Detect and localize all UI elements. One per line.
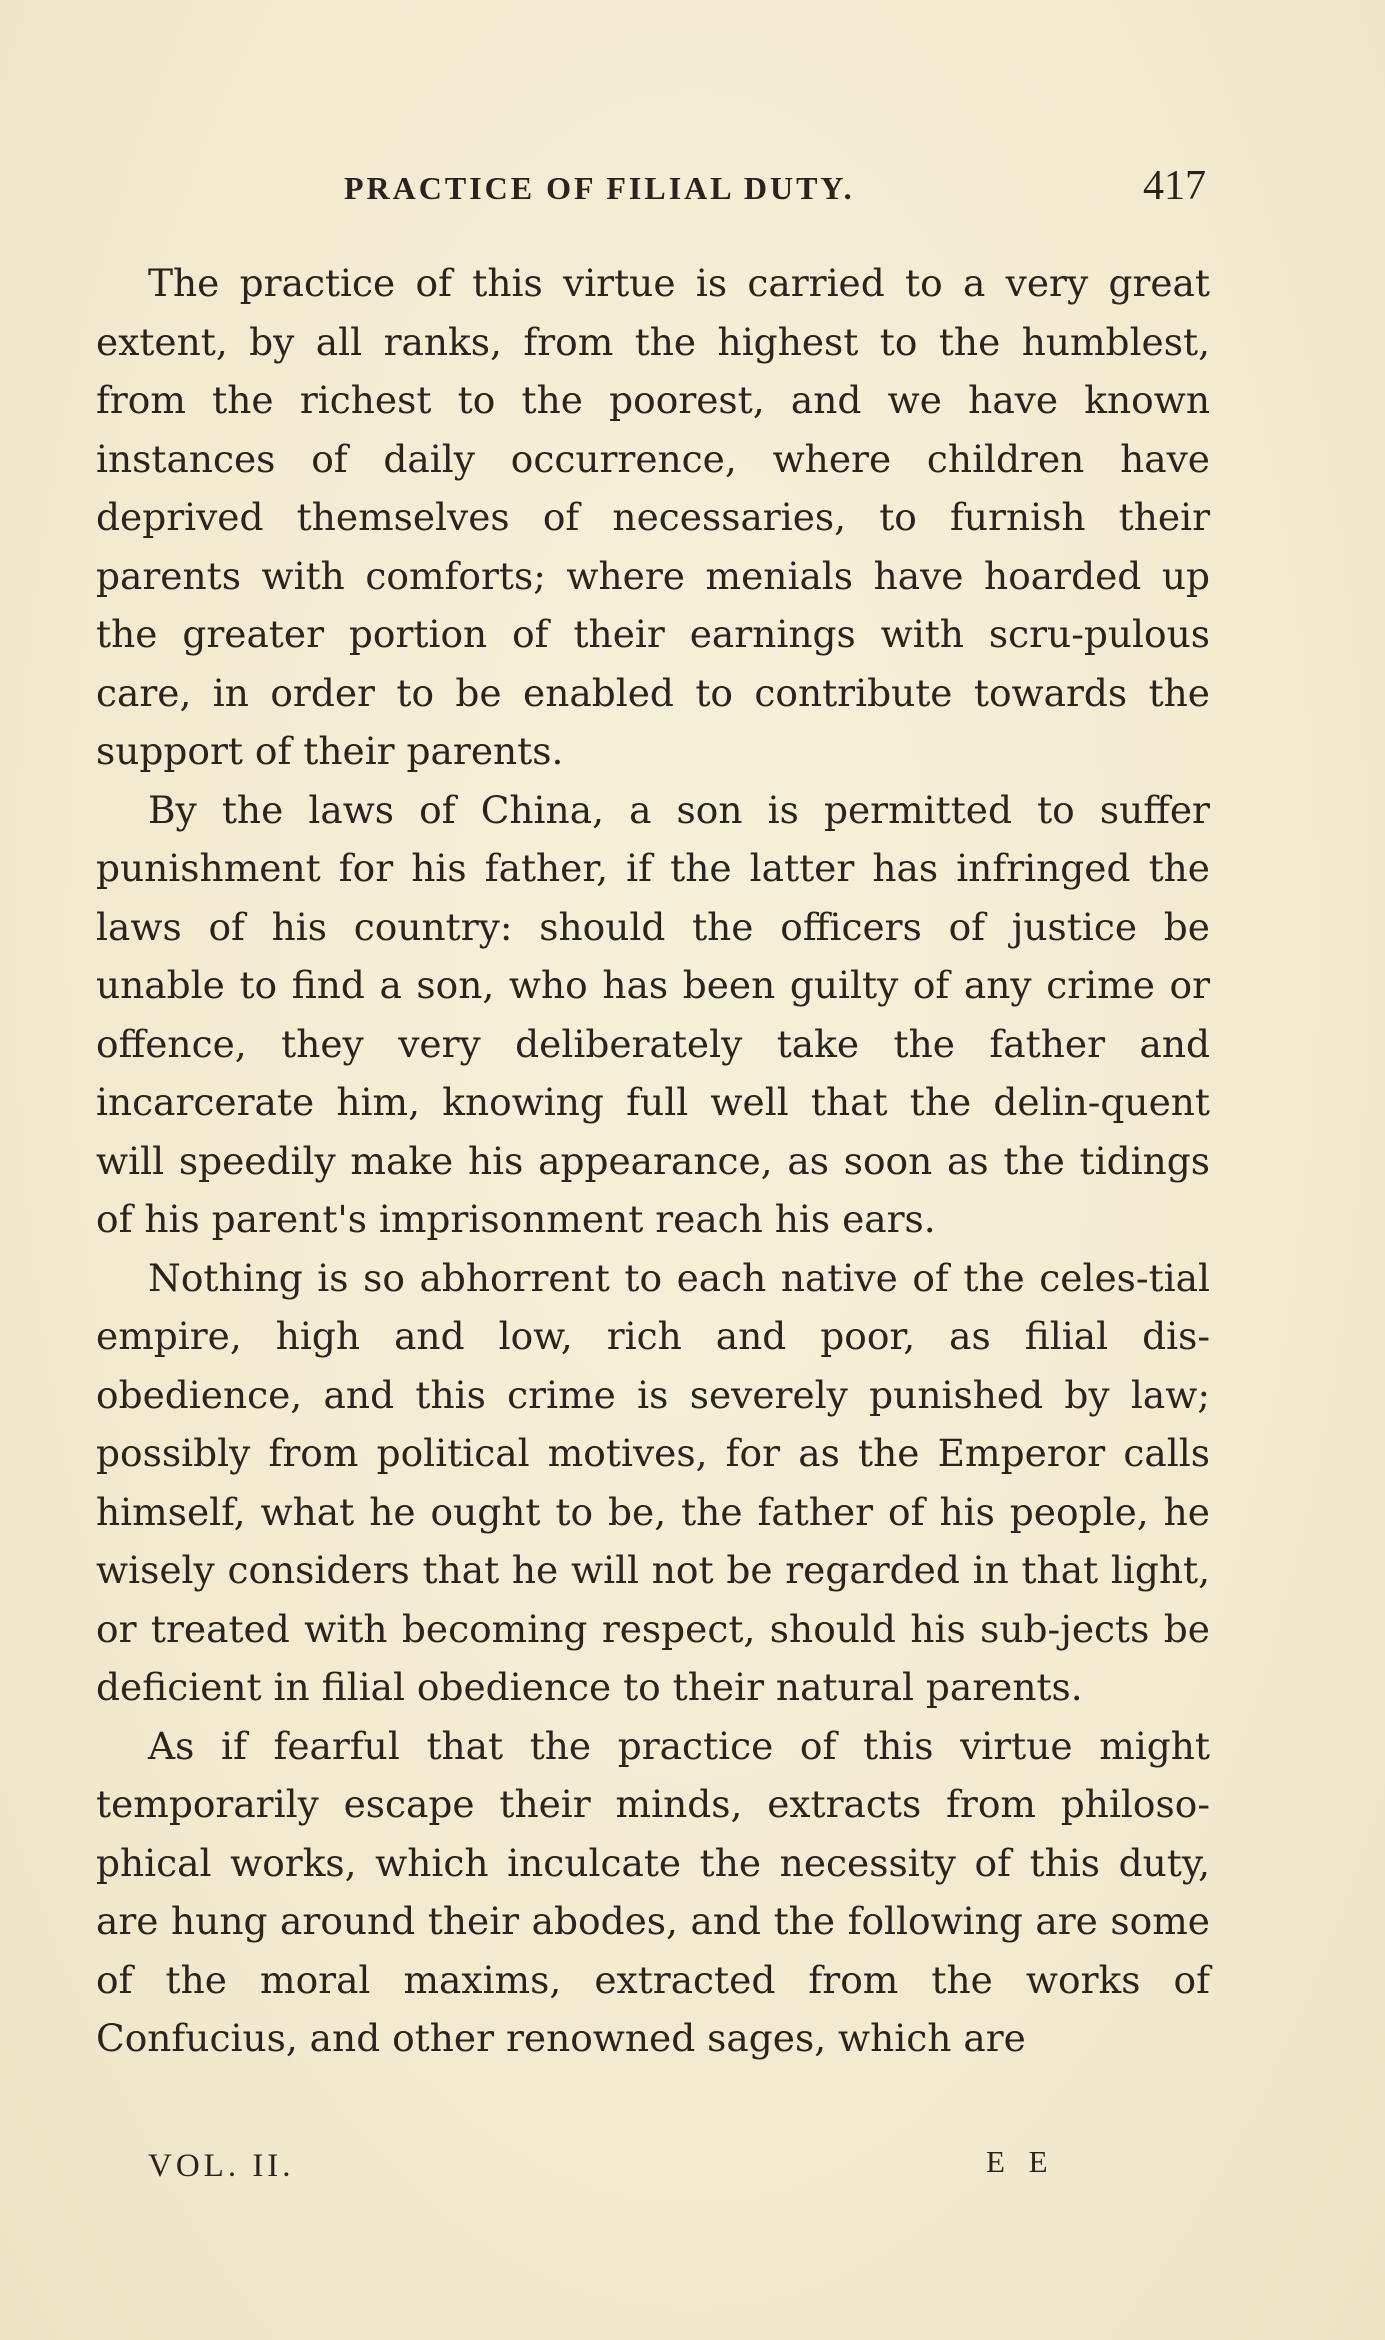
signature-mark: E E	[986, 2144, 1056, 2179]
paragraph-4: As if fearful that the practice of this virtue might temporarily escape their minds, extracts from philoso-phical works, which inculcate the necessity of this duty, are hung around their abodes, and the following are some of the moral maxims, extracted from the works of Confucius, and other renowned sages, which are	[96, 1723, 1210, 2060]
paragraph-1: The practice of this virtue is carried to a very great extent, by all ranks, from the highest to the humblest, from the richest to the poorest, and we have known instances of daily occurrence, where children have deprived themselves of necessaries, to furnish their parents with comforts; where menials have hoarded up the greater portion of their earnings with scru-pulous care, in order to be enabled to contribute towards the support of their parents.	[96, 261, 1210, 773]
page-number: 417	[1143, 163, 1206, 209]
paragraph-3: Nothing is so abhorrent to each native of the celes-tial empire, high and low, rich and poor, as filial dis-obedience, and this crime is severely punished by law; possibly from political motives, for as the Emperor calls himself, what he ought to be, the father of his people, he wisely considers that he will not be regarded in that light, or treated with becoming respect, should his sub-jects be deficient in filial obedience to their natural parents.	[96, 1255, 1210, 1709]
body-text	[96, 254, 1210, 2068]
running-head	[96, 162, 1206, 212]
page-footer	[96, 2144, 1210, 2198]
running-title: PRACTICE OF FILIAL DUTY.	[344, 170, 855, 206]
paragraph-2: By the laws of China, a son is permitted to suffer punishment for his father, if the latter has infringed the laws of his country: should the officers of justice be unable to find a son, who has been guilty of any crime or offence, they very deliberately take the father and incarcerate him, knowing full well that the delin-quent will speedily make his appearance, as soon as the tidings of his parent's imprisonment reach his ears.	[96, 787, 1210, 1241]
volume-label: VOL. II.	[148, 2148, 295, 2184]
